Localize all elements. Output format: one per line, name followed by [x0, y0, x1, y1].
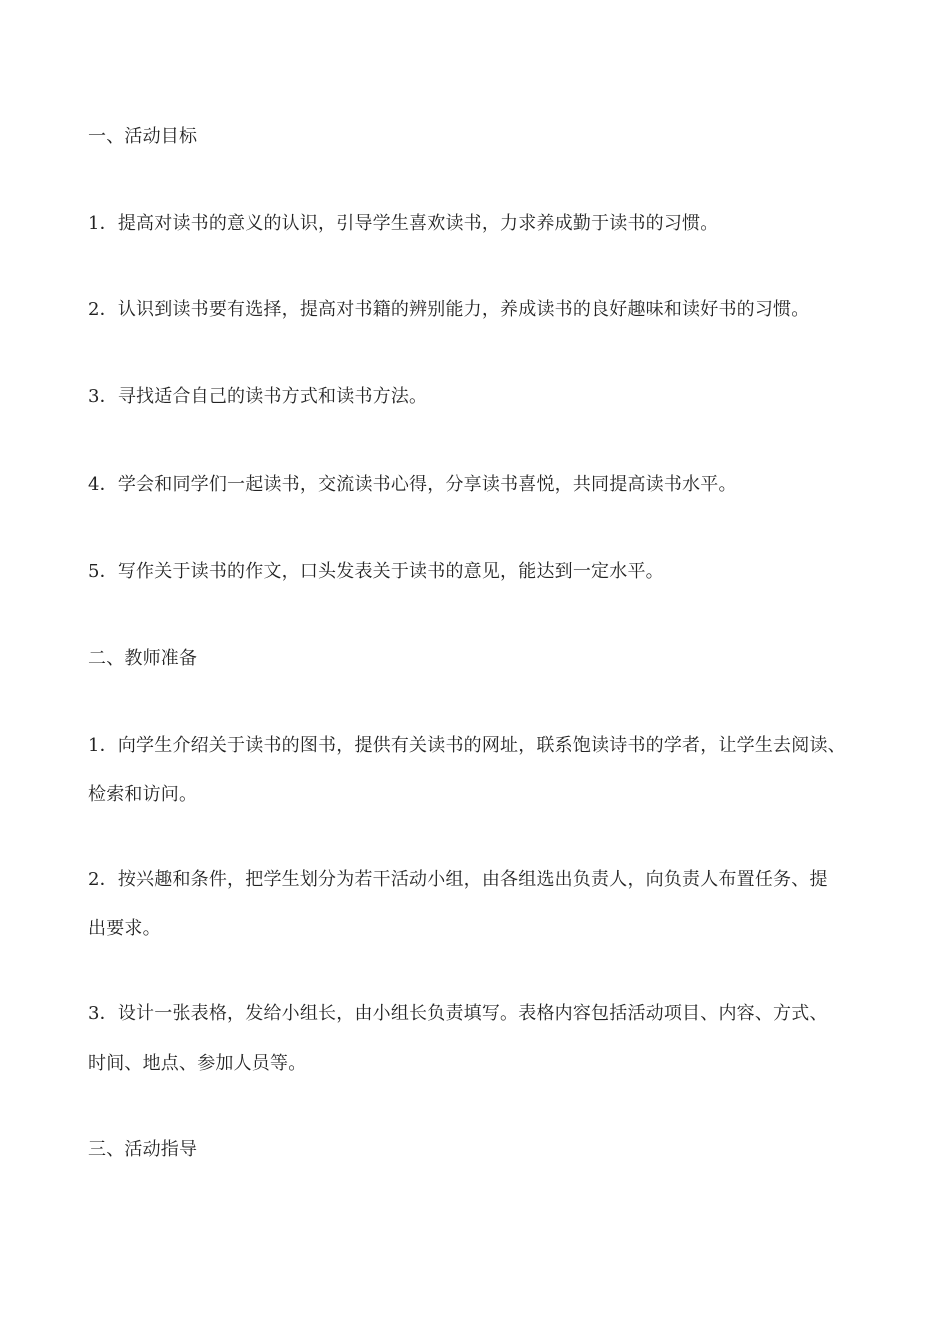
section-heading-goals: 一、活动目标 — [88, 126, 198, 147]
prep-item-2-line-2: 出要求。 — [88, 918, 161, 939]
section-heading-teacher-prep: 二、教师准备 — [88, 648, 198, 669]
goal-item-2: 2．认识到读书要有选择，提高对书籍的辨别能力，养成读书的良好趣味和读好书的习惯。 — [88, 299, 810, 320]
prep-item-3-line-1: 3．设计一张表格，发给小组长，由小组长负责填写。表格内容包括活动项目、内容、方式、 — [88, 1003, 828, 1024]
goal-item-4: 4．学会和同学们一起读书，交流读书心得，分享读书喜悦，共同提高读书水平。 — [88, 474, 737, 495]
goal-item-1: 1．提高对读书的意义的认识，引导学生喜欢读书，力求养成勤于读书的习惯。 — [88, 213, 719, 234]
prep-item-2-line-1: 2．按兴趣和条件，把学生划分为若干活动小组，由各组选出负责人，向负责人布置任务、提 — [88, 869, 828, 890]
prep-item-1-line-2: 检索和访问。 — [88, 784, 198, 805]
prep-item-3-line-2: 时间、地点、参加人员等。 — [88, 1053, 307, 1074]
goal-item-3: 3．寻找适合自己的读书方式和读书方法。 — [88, 386, 428, 407]
section-heading-guidance: 三、活动指导 — [88, 1139, 198, 1160]
goal-item-5: 5．写作关于读书的作文，口头发表关于读书的意见，能达到一定水平。 — [88, 561, 664, 582]
prep-item-1-line-1: 1．向学生介绍关于读书的图书，提供有关读书的网址，联系饱读诗书的学者，让学生去阅读、 — [88, 735, 846, 756]
